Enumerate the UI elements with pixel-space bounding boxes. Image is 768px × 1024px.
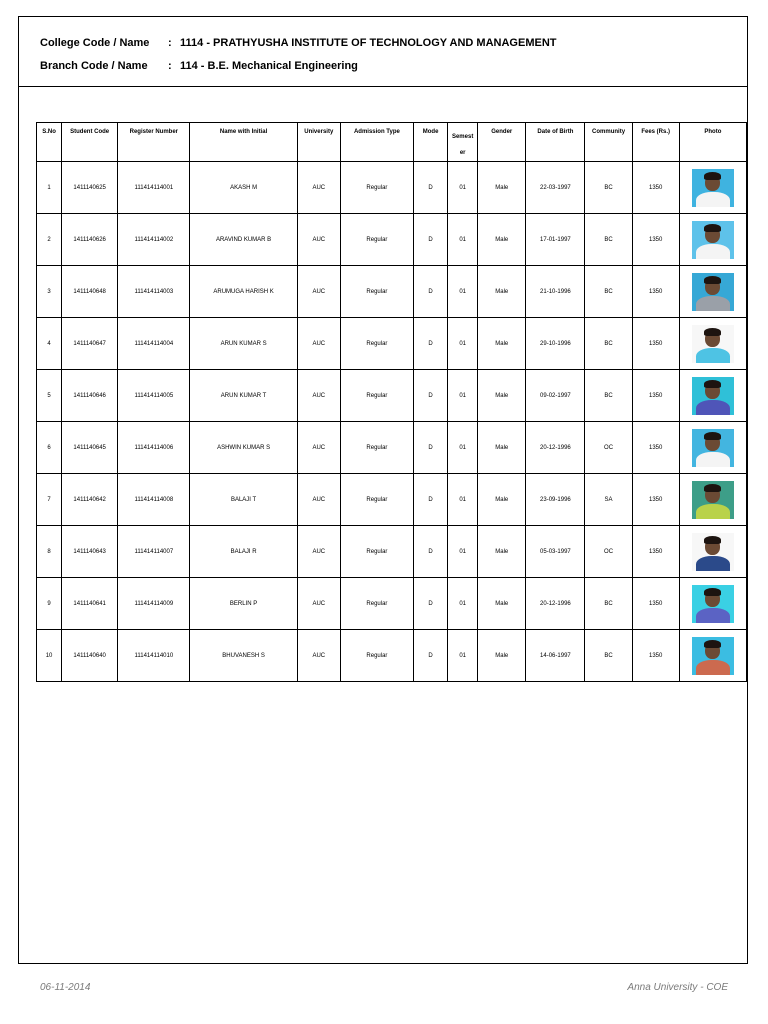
cell-sno: 6 — [37, 422, 62, 474]
photo-hair — [704, 484, 721, 492]
photo-shirt — [696, 556, 730, 571]
cell-dob: 20-12-1996 — [526, 578, 585, 630]
cell-photo — [679, 214, 746, 266]
cell-fees: 1350 — [632, 318, 679, 370]
col-header-community: Community — [585, 123, 632, 162]
students-table — [36, 122, 747, 682]
cell-mode: D — [414, 474, 448, 526]
cell-admission-type: Regular — [340, 318, 413, 370]
cell-dob: 17-01-1997 — [526, 214, 585, 266]
student-photo — [692, 481, 734, 519]
cell-admission-type: Regular — [340, 474, 413, 526]
cell-student-code: 1411140625 — [62, 162, 118, 214]
col-header-semester-text: Semester — [451, 134, 474, 156]
cell-mode: D — [414, 214, 448, 266]
cell-gender: Male — [478, 162, 526, 214]
cell-fees: 1350 — [632, 422, 679, 474]
cell-university: AUC — [297, 162, 340, 214]
cell-fees: 1350 — [632, 630, 679, 682]
col-header-name: Name with Initial — [190, 123, 297, 162]
cell-name: ASHWIN KUMAR S — [190, 422, 297, 474]
col-header-fees: Fees (Rs.) — [632, 123, 679, 162]
table-row — [37, 474, 747, 526]
col-header-student-code: Student Code — [62, 123, 118, 162]
cell-student-code: 1411140641 — [62, 578, 118, 630]
cell-register-number: 111414114001 — [118, 162, 190, 214]
cell-semester: 01 — [448, 162, 478, 214]
cell-gender: Male — [478, 630, 526, 682]
cell-student-code: 1411140640 — [62, 630, 118, 682]
cell-fees: 1350 — [632, 474, 679, 526]
table-body — [37, 162, 747, 682]
cell-dob: 22-03-1997 — [526, 162, 585, 214]
cell-name: ARAVIND KUMAR B — [190, 214, 297, 266]
cell-gender: Male — [478, 318, 526, 370]
cell-mode: D — [414, 526, 448, 578]
cell-community: OC — [585, 422, 632, 474]
photo-shirt — [696, 504, 730, 519]
photo-hair — [704, 640, 721, 648]
cell-mode: D — [414, 318, 448, 370]
cell-name: BHUVANESH S — [190, 630, 297, 682]
cell-name: ARUMUGA HARISH K — [190, 266, 297, 318]
cell-sno: 5 — [37, 370, 62, 422]
photo-shirt — [696, 660, 730, 675]
cell-student-code: 1411140647 — [62, 318, 118, 370]
col-header-register-number: Register Number — [118, 123, 190, 162]
cell-sno: 7 — [37, 474, 62, 526]
student-photo — [692, 377, 734, 415]
cell-semester: 01 — [448, 214, 478, 266]
photo-shirt — [696, 400, 730, 415]
cell-community: BC — [585, 318, 632, 370]
cell-community: BC — [585, 162, 632, 214]
cell-photo — [679, 578, 746, 630]
cell-dob: 23-09-1996 — [526, 474, 585, 526]
cell-community: BC — [585, 630, 632, 682]
cell-sno: 3 — [37, 266, 62, 318]
cell-admission-type: Regular — [340, 266, 413, 318]
photo-hair — [704, 224, 721, 232]
table-row — [37, 526, 747, 578]
cell-dob: 29-10-1996 — [526, 318, 585, 370]
table-row — [37, 162, 747, 214]
cell-mode: D — [414, 630, 448, 682]
photo-hair — [704, 536, 721, 544]
photo-hair — [704, 588, 721, 596]
cell-student-code: 1411140643 — [62, 526, 118, 578]
photo-hair — [704, 172, 721, 180]
cell-photo — [679, 630, 746, 682]
cell-fees: 1350 — [632, 266, 679, 318]
student-photo — [692, 429, 734, 467]
cell-sno: 2 — [37, 214, 62, 266]
cell-dob: 21-10-1996 — [526, 266, 585, 318]
cell-name: BALAJI R — [190, 526, 297, 578]
col-header-mode: Mode — [414, 123, 448, 162]
cell-university: AUC — [297, 214, 340, 266]
cell-register-number: 111414114004 — [118, 318, 190, 370]
table-row — [37, 214, 747, 266]
cell-admission-type: Regular — [340, 526, 413, 578]
cell-semester: 01 — [448, 370, 478, 422]
cell-semester: 01 — [448, 630, 478, 682]
student-photo — [692, 221, 734, 259]
cell-semester: 01 — [448, 422, 478, 474]
cell-photo — [679, 162, 746, 214]
student-photo — [692, 169, 734, 207]
photo-shirt — [696, 608, 730, 623]
cell-name: ARUN KUMAR T — [190, 370, 297, 422]
cell-student-code: 1411140642 — [62, 474, 118, 526]
table-row — [37, 266, 747, 318]
cell-semester: 01 — [448, 318, 478, 370]
cell-register-number: 111414114005 — [118, 370, 190, 422]
cell-gender: Male — [478, 370, 526, 422]
cell-photo — [679, 422, 746, 474]
cell-gender: Male — [478, 526, 526, 578]
photo-hair — [704, 276, 721, 284]
cell-sno: 4 — [37, 318, 62, 370]
header-separator — [18, 86, 748, 87]
photo-hair — [704, 432, 721, 440]
photo-shirt — [696, 348, 730, 363]
cell-gender: Male — [478, 422, 526, 474]
col-header-photo: Photo — [679, 123, 746, 162]
cell-sno: 10 — [37, 630, 62, 682]
cell-university: AUC — [297, 526, 340, 578]
table-row — [37, 370, 747, 422]
cell-admission-type: Regular — [340, 578, 413, 630]
college-label: College Code / Name — [40, 37, 150, 49]
cell-admission-type: Regular — [340, 630, 413, 682]
cell-dob: 05-03-1997 — [526, 526, 585, 578]
cell-community: BC — [585, 578, 632, 630]
cell-student-code: 1411140626 — [62, 214, 118, 266]
col-header-gender: Gender — [478, 123, 526, 162]
cell-register-number: 111414114002 — [118, 214, 190, 266]
student-photo — [692, 585, 734, 623]
cell-student-code: 1411140648 — [62, 266, 118, 318]
cell-mode: D — [414, 266, 448, 318]
cell-fees: 1350 — [632, 370, 679, 422]
cell-gender: Male — [478, 266, 526, 318]
cell-photo — [679, 474, 746, 526]
cell-semester: 01 — [448, 578, 478, 630]
cell-fees: 1350 — [632, 578, 679, 630]
photo-hair — [704, 328, 721, 336]
cell-register-number: 111414114007 — [118, 526, 190, 578]
photo-shirt — [696, 244, 730, 259]
footer-org: Anna University - COE — [627, 982, 728, 993]
cell-community: BC — [585, 266, 632, 318]
cell-sno: 9 — [37, 578, 62, 630]
cell-university: AUC — [297, 370, 340, 422]
cell-gender: Male — [478, 474, 526, 526]
college-value: 1114 - PRATHYUSHA INSTITUTE OF TECHNOLOGY AND MANAGEMENT — [180, 37, 557, 49]
cell-register-number: 111414114006 — [118, 422, 190, 474]
photo-shirt — [696, 296, 730, 311]
cell-mode: D — [414, 422, 448, 474]
cell-photo — [679, 266, 746, 318]
cell-fees: 1350 — [632, 526, 679, 578]
cell-photo — [679, 526, 746, 578]
table-row — [37, 630, 747, 682]
cell-photo — [679, 318, 746, 370]
cell-register-number: 111414114009 — [118, 578, 190, 630]
cell-admission-type: Regular — [340, 370, 413, 422]
cell-name: BERLIN P — [190, 578, 297, 630]
photo-shirt — [696, 452, 730, 467]
cell-register-number: 111414114003 — [118, 266, 190, 318]
table-header — [37, 123, 747, 162]
photo-shirt — [696, 192, 730, 207]
cell-student-code: 1411140645 — [62, 422, 118, 474]
branch-value: 114 - B.E. Mechanical Engineering — [180, 60, 358, 72]
student-photo — [692, 637, 734, 675]
table-row — [37, 318, 747, 370]
cell-semester: 01 — [448, 526, 478, 578]
cell-dob: 14-06-1997 — [526, 630, 585, 682]
student-photo — [692, 325, 734, 363]
cell-university: AUC — [297, 422, 340, 474]
cell-university: AUC — [297, 266, 340, 318]
cell-register-number: 111414114010 — [118, 630, 190, 682]
cell-photo — [679, 370, 746, 422]
cell-fees: 1350 — [632, 214, 679, 266]
cell-gender: Male — [478, 214, 526, 266]
cell-fees: 1350 — [632, 162, 679, 214]
footer-date: 06-11-2014 — [40, 982, 91, 993]
cell-name: BALAJI T — [190, 474, 297, 526]
cell-university: AUC — [297, 578, 340, 630]
cell-semester: 01 — [448, 474, 478, 526]
cell-admission-type: Regular — [340, 214, 413, 266]
cell-community: SA — [585, 474, 632, 526]
cell-dob: 20-12-1996 — [526, 422, 585, 474]
col-header-sno: S.No — [37, 123, 62, 162]
cell-sno: 1 — [37, 162, 62, 214]
col-header-university: University — [297, 123, 340, 162]
cell-community: BC — [585, 214, 632, 266]
cell-student-code: 1411140646 — [62, 370, 118, 422]
cell-register-number: 111414114008 — [118, 474, 190, 526]
cell-gender: Male — [478, 578, 526, 630]
col-header-admission-type: Admission Type — [340, 123, 413, 162]
cell-sno: 8 — [37, 526, 62, 578]
cell-community: OC — [585, 526, 632, 578]
cell-admission-type: Regular — [340, 162, 413, 214]
cell-university: AUC — [297, 318, 340, 370]
cell-dob: 09-02-1997 — [526, 370, 585, 422]
cell-university: AUC — [297, 474, 340, 526]
col-header-dob: Date of Birth — [526, 123, 585, 162]
cell-mode: D — [414, 578, 448, 630]
cell-name: ARUN KUMAR S — [190, 318, 297, 370]
student-photo — [692, 273, 734, 311]
photo-hair — [704, 380, 721, 388]
cell-mode: D — [414, 370, 448, 422]
header-row — [37, 123, 747, 162]
col-header-semester — [448, 123, 478, 162]
cell-name: AKASH M — [190, 162, 297, 214]
cell-university: AUC — [297, 630, 340, 682]
cell-semester: 01 — [448, 266, 478, 318]
branch-colon: : — [168, 60, 172, 72]
table-row — [37, 578, 747, 630]
cell-community: BC — [585, 370, 632, 422]
student-photo — [692, 533, 734, 571]
cell-mode: D — [414, 162, 448, 214]
cell-admission-type: Regular — [340, 422, 413, 474]
table-row — [37, 422, 747, 474]
college-colon: : — [168, 37, 172, 49]
branch-label: Branch Code / Name — [40, 60, 148, 72]
